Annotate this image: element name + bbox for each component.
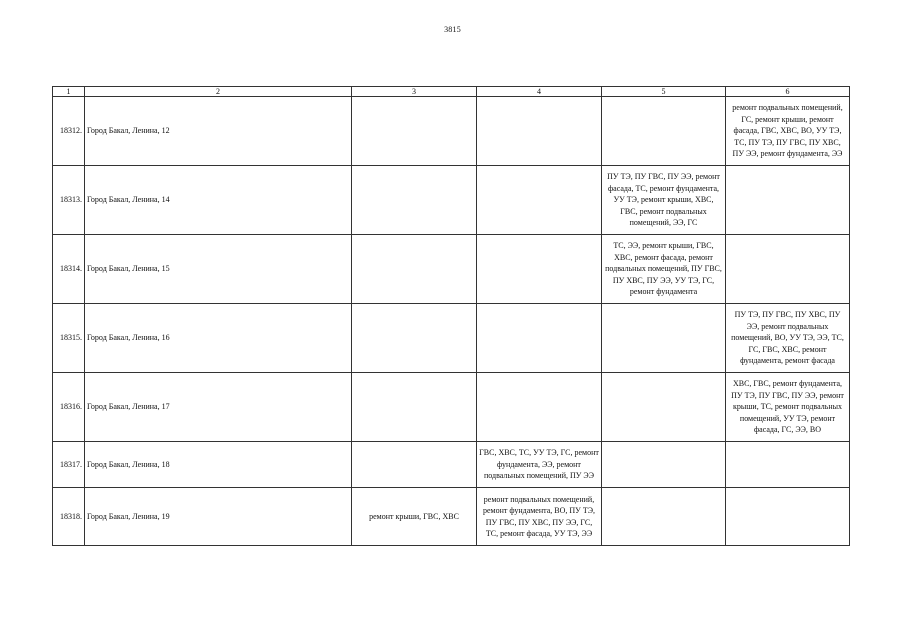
address-cell: Город Бакал, Ленина, 19 (85, 488, 352, 546)
registry-table (52, 86, 850, 546)
column-header: 2 (85, 87, 352, 97)
table-row (53, 373, 850, 442)
works-cell (726, 235, 850, 304)
column-header: 3 (352, 87, 477, 97)
works-cell (352, 304, 477, 373)
table-row (53, 166, 850, 235)
works-cell (602, 97, 726, 166)
works-cell: ПУ ТЭ, ПУ ГВС, ПУ ЭЭ, ремонт фасада, ТС, ремонт фундамента, УУ ТЭ, ремонт крыши, ХВС, ГВС, ремонт подвальных помещений, ЭЭ, ГС (602, 166, 726, 235)
table-row (53, 488, 850, 546)
row-number: 18316. (53, 373, 85, 442)
works-cell (352, 442, 477, 488)
table-row (53, 442, 850, 488)
works-cell (726, 166, 850, 235)
row-number: 18314. (53, 235, 85, 304)
address-cell: Город Бакал, Ленина, 14 (85, 166, 352, 235)
works-cell (477, 97, 602, 166)
works-cell: ХВС, ГВС, ремонт фундамента, ПУ ТЭ, ПУ ГВС, ПУ ЭЭ, ремонт крыши, ТС, ремонт подвальных помещений, УУ ТЭ, ремонт фасада, ГС, ЭЭ, ВО (726, 373, 850, 442)
table-row (53, 304, 850, 373)
works-cell (352, 166, 477, 235)
column-header: 4 (477, 87, 602, 97)
table-row (53, 97, 850, 166)
column-header: 1 (53, 87, 85, 97)
address-cell: Город Бакал, Ленина, 12 (85, 97, 352, 166)
row-number: 18317. (53, 442, 85, 488)
address-cell: Город Бакал, Ленина, 18 (85, 442, 352, 488)
works-cell (602, 373, 726, 442)
header-row (53, 87, 850, 97)
works-cell: ПУ ТЭ, ПУ ГВС, ПУ ХВС, ПУ ЭЭ, ремонт подвальных помещений, ВО, УУ ТЭ, ЭЭ, ТС, ГС, ГВС, ХВС, ремонт фундамента, ремонт фасада (726, 304, 850, 373)
works-cell (602, 304, 726, 373)
works-cell (477, 166, 602, 235)
address-cell: Город Бакал, Ленина, 16 (85, 304, 352, 373)
works-cell (352, 373, 477, 442)
works-cell: ремонт подвальных помещений, ГС, ремонт крыши, ремонт фасада, ГВС, ХВС, ВО, УУ ТЭ, ТС, ПУ ТЭ, ПУ ГВС, ПУ ХВС, ПУ ЭЭ, ремонт фундамента, ЭЭ (726, 97, 850, 166)
works-cell (477, 304, 602, 373)
table-row (53, 235, 850, 304)
row-number: 18313. (53, 166, 85, 235)
row-number: 18315. (53, 304, 85, 373)
works-cell (726, 488, 850, 546)
works-cell (602, 488, 726, 546)
works-cell: ТС, ЭЭ, ремонт крыши, ГВС, ХВС, ремонт фасада, ремонт подвальных помещений, ПУ ГВС, ПУ ХВС, ПУ ЭЭ, УУ ТЭ, ГС, ремонт фундамента (602, 235, 726, 304)
works-cell (352, 97, 477, 166)
column-header: 6 (726, 87, 850, 97)
address-cell: Город Бакал, Ленина, 15 (85, 235, 352, 304)
works-cell (602, 442, 726, 488)
works-cell: ремонт крыши, ГВС, ХВС (352, 488, 477, 546)
row-number: 18318. (53, 488, 85, 546)
works-cell (477, 235, 602, 304)
row-number: 18312. (53, 97, 85, 166)
works-cell (352, 235, 477, 304)
column-header: 5 (602, 87, 726, 97)
address-cell: Город Бакал, Ленина, 17 (85, 373, 352, 442)
page-number: 3815 (444, 25, 461, 34)
works-cell (477, 373, 602, 442)
works-cell: ГВС, ХВС, ТС, УУ ТЭ, ГС, ремонт фундамента, ЭЭ, ремонт подвальных помещений, ПУ ЭЭ (477, 442, 602, 488)
works-cell: ремонт подвальных помещений, ремонт фундамента, ВО, ПУ ТЭ, ПУ ГВС, ПУ ХВС, ПУ ЭЭ, ГС, ТС, ремонт фасада, УУ ТЭ, ЭЭ (477, 488, 602, 546)
works-cell (726, 442, 850, 488)
